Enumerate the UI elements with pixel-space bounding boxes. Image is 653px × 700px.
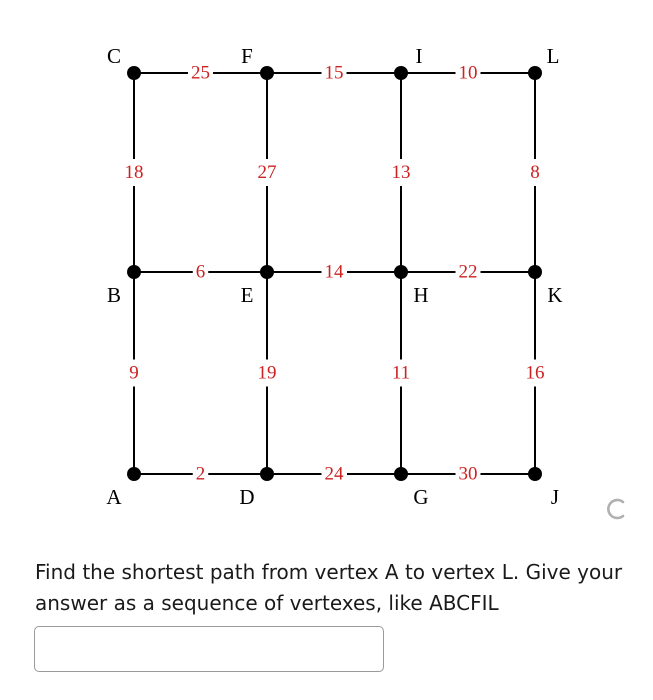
- edge-weight-IL: 10: [458, 62, 478, 84]
- vertex-label-A: A: [106, 485, 122, 509]
- edge-weight-LK: 8: [530, 162, 540, 183]
- edge-weight-AD: 2: [195, 463, 206, 485]
- edge-weight-FI: 15: [324, 62, 344, 84]
- vertex-label-H: H: [413, 283, 429, 307]
- graph-labels: [106, 44, 562, 509]
- vertex-I: [394, 66, 408, 80]
- vertex-label-L: L: [546, 44, 560, 68]
- edge-weight-HG: 11: [391, 362, 411, 384]
- vertex-label-F: F: [241, 44, 253, 68]
- vertex-label-B: B: [106, 283, 122, 307]
- edge-weight-HK: 22: [458, 261, 478, 283]
- vertex-E: [260, 265, 274, 279]
- vertex-H: [394, 265, 408, 279]
- edge-weight-EH: 14: [324, 261, 344, 283]
- edge-weight-BA: 9: [129, 362, 139, 384]
- vertex-label-K: K: [547, 283, 563, 307]
- vertex-label-C: C: [106, 44, 122, 68]
- edge-weight-CB: 18: [124, 162, 144, 183]
- edge-weight-ED: 19: [257, 362, 277, 384]
- edge-weight-KJ: 16: [525, 362, 545, 384]
- question-text: Find the shortest path from vertex A to vertex L. Give your answer as a sequence of vertexes, like ABCFIL: [35, 560, 623, 615]
- vertex-label-D: D: [239, 485, 255, 509]
- vertex-A: [127, 467, 141, 481]
- vertex-B: [127, 265, 141, 279]
- edge-weight-GJ: 30: [458, 463, 478, 485]
- vertex-label-E: E: [240, 283, 254, 307]
- vertex-K: [528, 265, 542, 279]
- vertex-C: [127, 66, 141, 80]
- edge-weight-IH: 13: [391, 162, 411, 183]
- edge-weight-BE: 6: [195, 261, 206, 283]
- vertex-label-I: I: [415, 44, 423, 68]
- answer-input[interactable]: [34, 626, 384, 672]
- edge-weight-CF: 25: [191, 62, 210, 84]
- vertex-F: [260, 66, 274, 80]
- vertex-L: [528, 66, 542, 80]
- vertex-J: [528, 467, 542, 481]
- vertex-label-J: J: [550, 485, 560, 509]
- refresh-icon[interactable]: [604, 496, 630, 522]
- vertex-D: [260, 467, 274, 481]
- vertex-G: [394, 467, 408, 481]
- edge-weight-DG: 24: [324, 463, 344, 485]
- vertex-label-G: G: [413, 485, 429, 509]
- edge-weight-FE: 27: [257, 162, 277, 183]
